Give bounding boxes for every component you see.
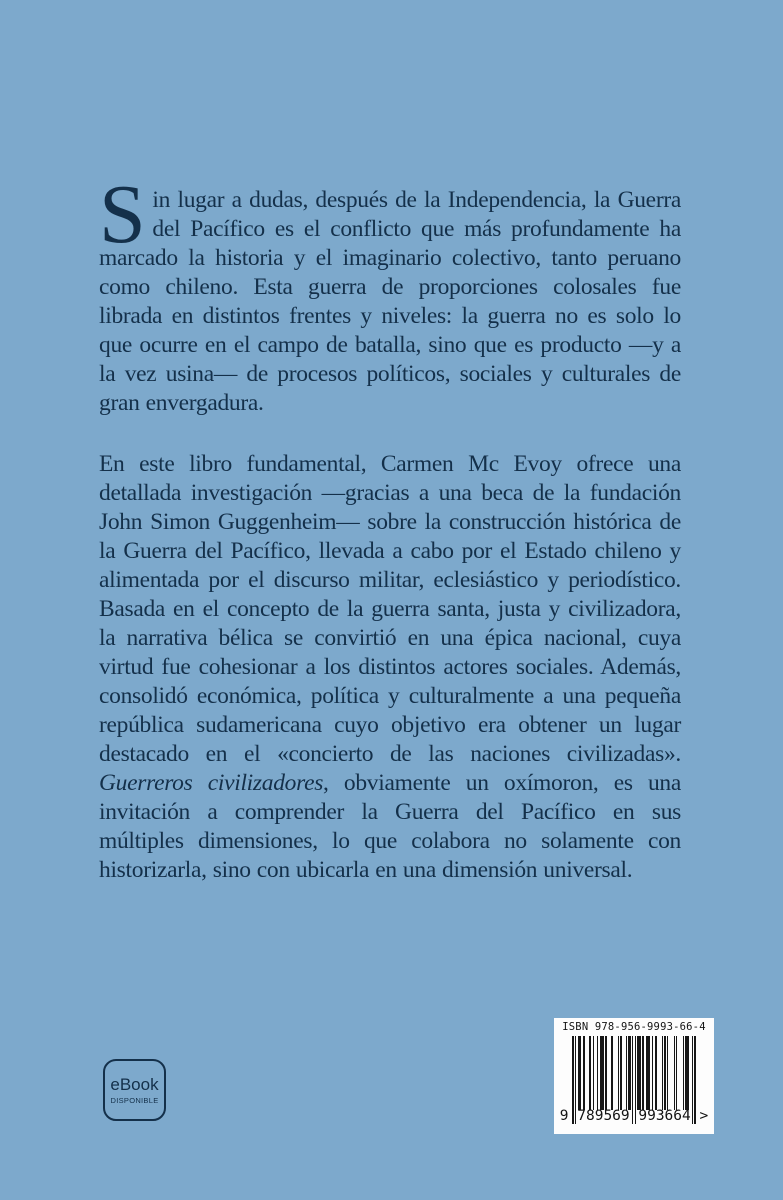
barcode-digits: 9 789569 993664 >: [559, 1108, 709, 1124]
synopsis-paragraph-1-text: in lugar a dudas, después de la Independencia, la Guerra del Pacífico es el conflicto que más profundamente ha marcado la historia y el imaginario colectivo, tanto peruano como chileno. Esta guerra de proporciones colosales fue librada en distintos frentes y niveles: la guerra no es solo lo que ocurre en el campo de batalla, sino que es producto —y a la vez usina— de procesos políticos, sociales y culturales de gran envergadura.: [99, 187, 681, 416]
ebook-badge-subtitle: DISPONIBLE: [110, 1095, 159, 1105]
isbn-label: ISBN 978-956-9993-66-4: [562, 1021, 706, 1033]
ebook-badge-title: eBook: [110, 1074, 159, 1094]
synopsis-paragraph-2-text: En este libro fundamental, Carmen Mc Evoy ofrece una detallada investigación —gracias a una beca de la fundación John Simon Guggenheim— sobre la construcción histórica de la Guerra del Pacífico, llevada a cabo por el Estado chileno y alimentada por el discurso militar, eclesiástico y periodístico. Basada en el concepto de la guerra santa, justa y civilizadora, la narrativa bélica se convirtió en una épica nacional, cuya virtud fue cohesionar a los distintos actores sociales. Además, consolidó económica, política y culturalmente a una pequeña república sudamericana cuyo objetivo era obtener un lugar destacado en el «concierto de las naciones civilizadas».: [99, 451, 681, 767]
isbn-barcode: [554, 1018, 714, 1134]
drop-cap: S: [99, 168, 146, 261]
synopsis-text: [99, 168, 681, 885]
synopsis-paragraph-2-text-end: , obviamente un oxímoron, es una invitación a comprender la Guerra del Pacífico en sus múltiples dimensiones, lo que colabora no solamente con historizarla, sino con ubicarla en una dimensión universal.: [99, 770, 681, 883]
synopsis-paragraph-2: [99, 450, 681, 885]
ebook-available-badge: [103, 1059, 166, 1121]
book-title-italic: Guerreros civilizadores: [99, 770, 324, 796]
synopsis-paragraph-1: [99, 168, 681, 418]
